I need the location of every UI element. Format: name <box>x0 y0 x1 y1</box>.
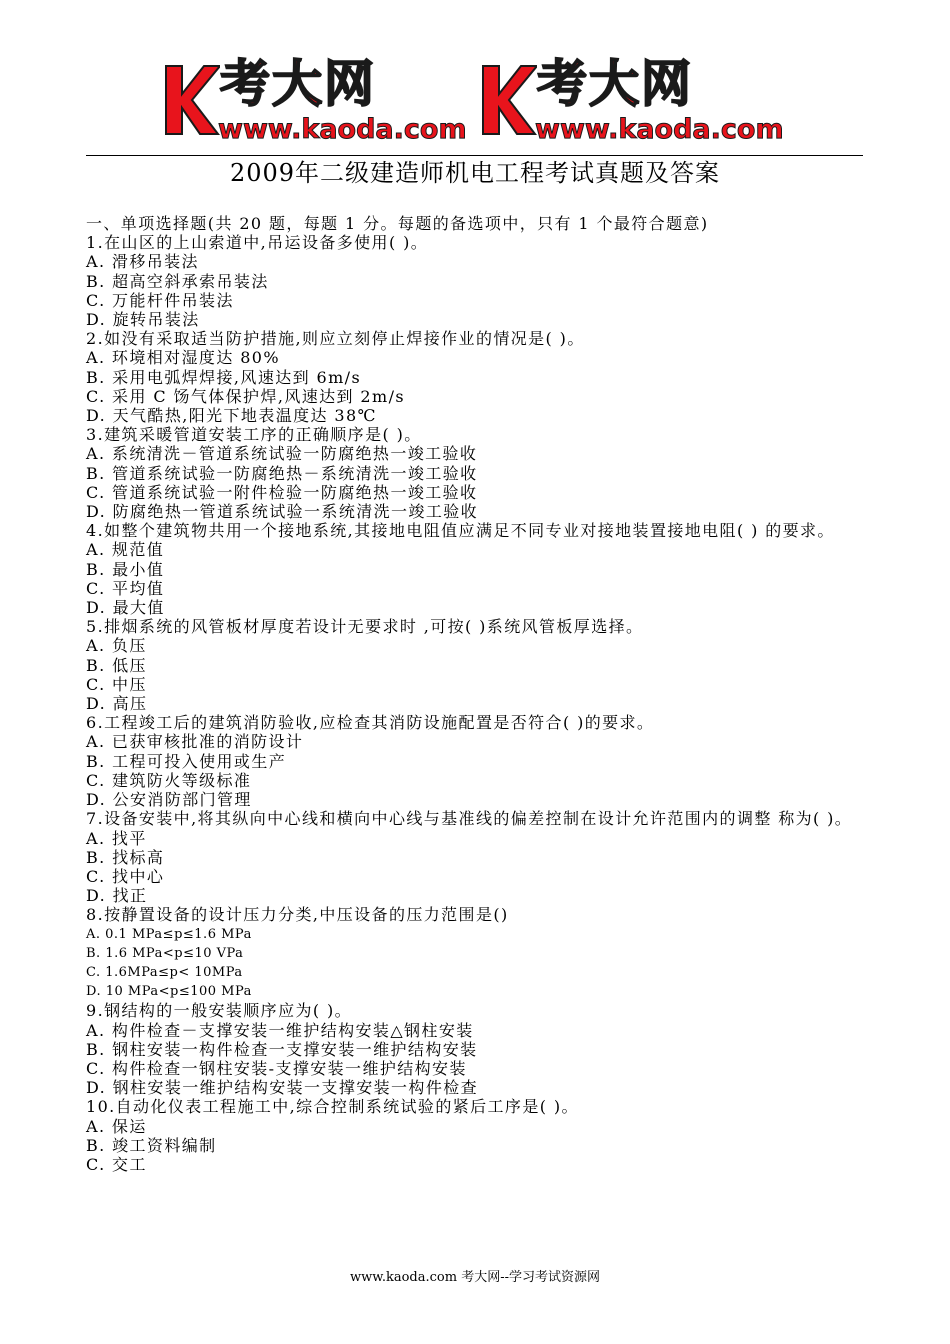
logo-brand-name: 考大网 <box>537 55 693 113</box>
question-3 <box>86 425 864 521</box>
option-b: B. 采用电弧焊焊接,风速达到 6m/s <box>86 367 362 387</box>
option-b: B. 钢柱安装一构件检查一支撑安装一维护结构安装 <box>86 1039 478 1059</box>
question-stem: 1.在山区的上山索道中,吊运设备多使用( )。 <box>86 233 429 253</box>
option-c: C. 万能杆件吊装法 <box>86 290 234 310</box>
question-1 <box>86 233 864 329</box>
option-a: A. 环境相对湿度达 80% <box>86 348 280 368</box>
question-9 <box>86 1001 864 1097</box>
question-stem: 7.设备安装中,将其纵向中心线和横向中心线与基准线的偏差控制在设计允许范围内的调整 称为( )。 <box>86 809 853 829</box>
option-a: A. 规范值 <box>86 540 165 560</box>
logo-url: www.kaoda.com <box>535 114 784 145</box>
question-4 <box>86 521 864 617</box>
option-d: D. 找正 <box>86 886 148 906</box>
option-a: A. 负压 <box>86 636 147 656</box>
option-d: D. 10 MPa<p≤100 MPa <box>86 984 252 1000</box>
option-d: D. 旋转吊装法 <box>86 310 200 330</box>
option-c: C. 构件检查一钢柱安装-支撑安装一维护结构安装 <box>86 1058 467 1078</box>
kaoda-logo-left <box>160 55 480 146</box>
question-stem: 6.工程竣工后的建筑消防验收,应检查其消防设施配置是否符合( )的要求。 <box>86 713 655 733</box>
question-10 <box>86 1097 864 1174</box>
option-d: D. 防腐绝热一管道系统试验一系统清洗一竣工验收 <box>86 502 479 522</box>
option-a: A. 已获审核批准的消防设计 <box>86 732 304 752</box>
option-b: B. 工程可投入使用或生产 <box>86 751 287 771</box>
option-b: B. 低压 <box>86 655 147 675</box>
option-d: D. 公安消防部门管理 <box>86 790 252 810</box>
logo-url: www.kaoda.com <box>218 114 467 145</box>
option-c: C. 中压 <box>86 674 147 694</box>
document-title: 2009年二级建造师机电工程考试真题及答案 <box>229 159 721 187</box>
question-stem: 4.如整个建筑物共用一个接地系统,其接地电阻值应满足不同专业对接地装置接地电阻( ) 的要求。 <box>86 521 835 541</box>
option-b: B. 超高空斜承索吊装法 <box>86 271 269 291</box>
option-a: A. 找平 <box>86 828 147 848</box>
question-stem: 5.排烟系统的风管板材厚度若设计无要求时 ,可按( )系统风管板厚选择。 <box>86 617 644 637</box>
option-a: A. 保运 <box>86 1116 147 1136</box>
kaoda-k-logo-icon <box>160 62 220 138</box>
question-2 <box>86 329 864 425</box>
option-d: D. 高压 <box>86 694 148 714</box>
option-b: B. 竣工资料编制 <box>86 1135 217 1155</box>
question-7 <box>86 809 864 905</box>
option-a: A. 构件检查－支撑安装一维护结构安装△钢柱安装 <box>86 1020 474 1040</box>
question-stem: 8.按静置设备的设计压力分类,中压设备的压力范围是() <box>86 905 509 925</box>
option-c: C. 建筑防火等级标准 <box>86 770 252 790</box>
option-c: C. 找中心 <box>86 866 165 886</box>
kaoda-logo-right <box>477 55 797 146</box>
option-b: B. 最小值 <box>86 559 165 579</box>
question-stem: 3.建筑采暖管道安装工序的正确顺序是( )。 <box>86 425 422 445</box>
option-d: D. 天气酷热,阳光下地表温度达 38℃ <box>86 406 377 426</box>
option-a: A. 系统清洗－管道系统试验一防腐绝热一竣工验收 <box>86 444 478 464</box>
option-c: C. 管道系统试验一附件检验一防腐绝热一竣工验收 <box>86 482 478 502</box>
question-6 <box>86 713 864 809</box>
section-heading: 一、单项选择题(共 20 题，每题 1 分。每题的备选项中，只有 1 个最符合题意) <box>86 214 709 233</box>
question-stem: 2.如没有采取适当防护措施,则应立刻停止焊接作业的情况是( )。 <box>86 329 585 349</box>
question-5 <box>86 617 864 713</box>
question-stem: 10.自动化仪表工程施工中,综合控制系统试验的紧后工序是( )。 <box>86 1097 579 1117</box>
option-c: C. 交工 <box>86 1154 147 1174</box>
option-b: B. 找标高 <box>86 847 165 867</box>
page-footer: www.kaoda.com 考大网--学习考试资源网 <box>350 1270 600 1285</box>
option-d: D. 最大值 <box>86 598 165 618</box>
option-d: D. 钢柱安装一维护结构安装一支撑安装一构件检查 <box>86 1078 479 1098</box>
kaoda-k-logo-icon <box>477 62 537 138</box>
option-a: A. 滑移吊装法 <box>86 252 199 272</box>
option-a: A. 0.1 MPa≤p≤1.6 MPa <box>86 926 252 942</box>
option-b: B. 1.6 MPa<p≤10 VPa <box>86 945 244 961</box>
option-c: C. 采用 C 饧气体保护焊,风速达到 2m/s <box>86 386 405 406</box>
question-stem: 9.钢结构的一般安装顺序应为( )。 <box>86 1001 353 1021</box>
question-list <box>86 214 864 1174</box>
option-b: B. 管道系统试验一防腐绝热－系统清洗一竣工验收 <box>86 463 478 483</box>
logo-brand-name: 考大网 <box>220 55 376 113</box>
option-c: C. 平均值 <box>86 578 165 598</box>
question-8 <box>86 905 864 1001</box>
option-c: C. 1.6MPa≤p< 10MPa <box>86 964 243 980</box>
